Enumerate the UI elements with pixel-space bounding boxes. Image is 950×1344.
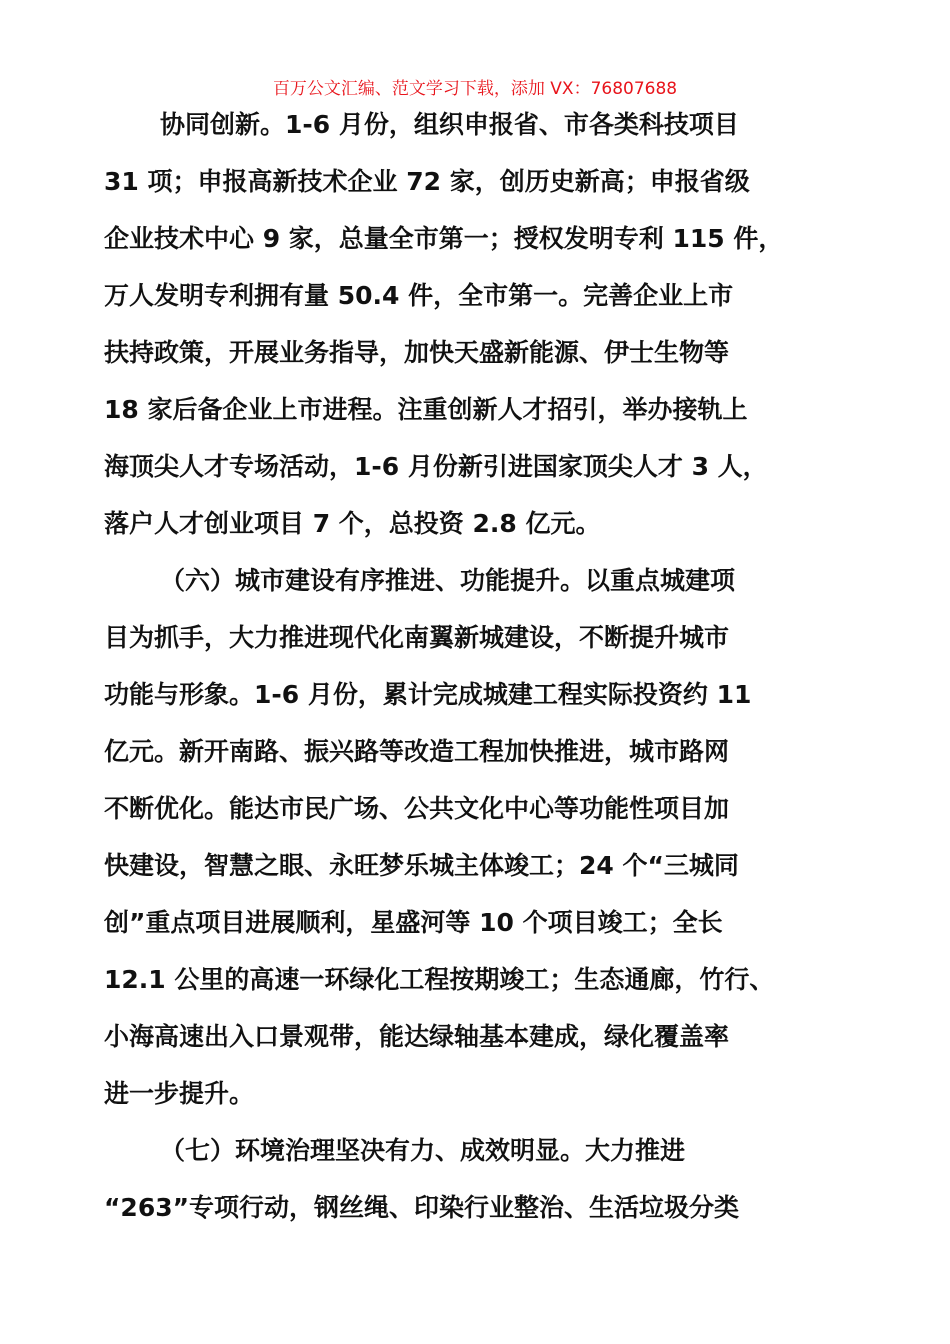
line-text: 进一步提升。 [104, 1079, 255, 1108]
line-text: 目为抓手，大力推进现代化南翼新城建设，不断提升城市 [104, 623, 730, 652]
watermark-text: 百万公文汇编、范文学习下载，添加 VX：76807688 [272, 79, 678, 99]
text-line [0, 895, 950, 951]
line-text: 扶持政策，开展业务指导，加快天盛新能源、伊士生物等 [104, 338, 730, 367]
line-text: 万人发明专利拥有量 50.4 件，全市第一。完善企业上市 [104, 281, 734, 310]
text-line [0, 268, 950, 324]
text-line [0, 382, 950, 438]
line-text: 31 项；申报高新技术企业 72 家，创历史新高；申报省级 [104, 167, 750, 196]
line-text: 18 家后备企业上市进程。注重创新人才招引，举办接轨上 [104, 395, 748, 424]
line-text: “263”专项行动，钢丝绳、印染行业整治、生活垃圾分类 [104, 1193, 740, 1222]
line-text: 创”重点项目进展顺利，星盛河等 10 个项目竣工；全长 [104, 908, 723, 937]
line-text: 功能与形象。1-6 月份，累计完成城建工程实际投资约 11 [104, 680, 752, 709]
text-line [0, 553, 950, 609]
line-text: 快建设，智慧之眼、永旺梦乐城主体竣工；24 个“三城同 [104, 851, 739, 880]
text-line [0, 1123, 950, 1179]
text-line [0, 1180, 950, 1236]
text-line [0, 610, 950, 666]
text-line [0, 1009, 950, 1065]
text-line [0, 781, 950, 837]
line-text: 不断优化。能达市民广场、公共文化中心等功能性项目加 [104, 794, 730, 823]
text-line [0, 154, 950, 210]
line-text: 12.1 公里的高速一环绿化工程按期竣工；生态通廊，竹行、 [104, 965, 775, 994]
text-line [0, 439, 950, 495]
line-text: （六）城市建设有序推进、功能提升。以重点城建项 [160, 566, 736, 595]
text-line [0, 97, 950, 153]
line-text: 落户人才创业项目 7 个，总投资 2.8 亿元。 [104, 509, 601, 538]
text-line [0, 325, 950, 381]
text-line [0, 724, 950, 780]
line-text: 协同创新。1-6 月份，组织申报省、市各类科技项目 [160, 110, 739, 139]
text-line [0, 1066, 950, 1122]
text-line [0, 211, 950, 267]
line-text: 企业技术中心 9 家，总量全市第一；授权发明专利 115 件， [104, 224, 784, 253]
line-text: 海顶尖人才专场活动，1-6 月份新引进国家顶尖人才 3 人， [104, 452, 768, 481]
text-line [0, 667, 950, 723]
line-text: 亿元。新开南路、振兴路等改造工程加快推进，城市路网 [104, 737, 730, 766]
line-text: （七）环境治理坚决有力、成效明显。大力推进 [160, 1136, 686, 1165]
line-text: 小海高速出入口景观带，能达绿轴基本建成，绿化覆盖率 [104, 1022, 730, 1051]
text-line [0, 838, 950, 894]
text-line [0, 496, 950, 552]
text-line [0, 952, 950, 1008]
